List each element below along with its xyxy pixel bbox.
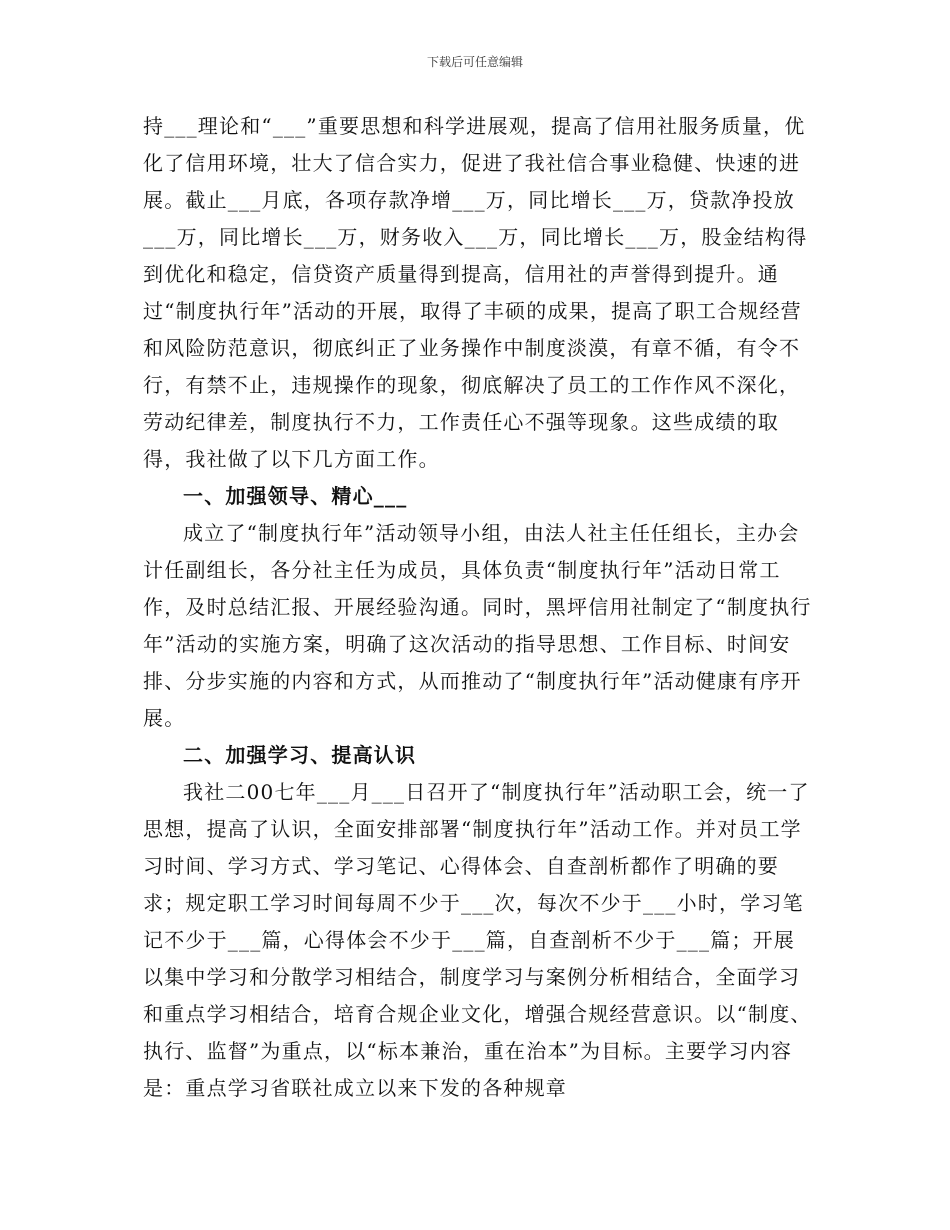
paragraph-intro: 持___理论和“___”重要思想和科学进展观，提高了信用社服务质量，优化了信用环境，壮大了信合实力，促进了我社信合事业稳健、快速的进展。截止___月底，各项存款净增___万，同比增长___万，贷款净投放___万，同比增长___万，财务收入___万，同比增长___万，股金结构得到优化和稳定，信贷资产质量得到提高，信用社的声誉得到提升。通过“制度执行年”活动的开展，取得了丰硕的成果，提高了职工合规经营和风险防范意识，彻底纠正了业务操作中制度淡漠，有章不循，有令不行，有禁不止，违规操作的现象，彻底解决了员工的工作作风不深化，劳动纪律差，制度执行不力，工作责任心不强等现象。这些成绩的取得，我社做了以下几方面工作。 (143, 114, 808, 471)
paragraph-section-1: 成立了“制度执行年”活动领导小组，由法人社主任任组长，主办会计任副组长，各分社主任为成员，具体负责“制度执行年”活动日常工作，及时总结汇报、开展经验沟通。同时，黑坪信用社制定了“制度执行年”活动的实施方案，明确了这次活动的指导思想、工作目标、时间安排、分步实施的内容和方式，从而推动了“制度执行年”活动健康有序开展。 (143, 521, 812, 730)
page-header: 下载后可任意编辑 (426, 55, 523, 69)
section-heading-2: 二、加强学习、提高认识 (183, 743, 417, 767)
document-body (143, 108, 813, 1107)
section-heading-1: 一、加强领导、精心___ (183, 484, 408, 508)
paragraph-section-2: 我社二00七年___月___日召开了“制度执行年”活动职工会，统一了思想，提高了认识，全面安排部署“制度执行年”活动工作。并对员工学习时间、学习方式、学习笔记、心得体会、自查剖析都作了明确的要求；规定职工学习时间每周不少于___次，每次不少于___小时，学习笔记不少于___篇，心得体会不少于___篇，自查剖析不少于___篇；开展以集中学习和分散学习相结合，制度学习与案例分析相结合，全面学习和重点学习相结合，培育合规企业文化，增强合规经营意识。以“制度、执行、监督”为重点，以“标本兼治，重在治本”为目标。主要学习内容是：重点学习省联社成立以来下发的各种规章 (143, 780, 812, 1100)
